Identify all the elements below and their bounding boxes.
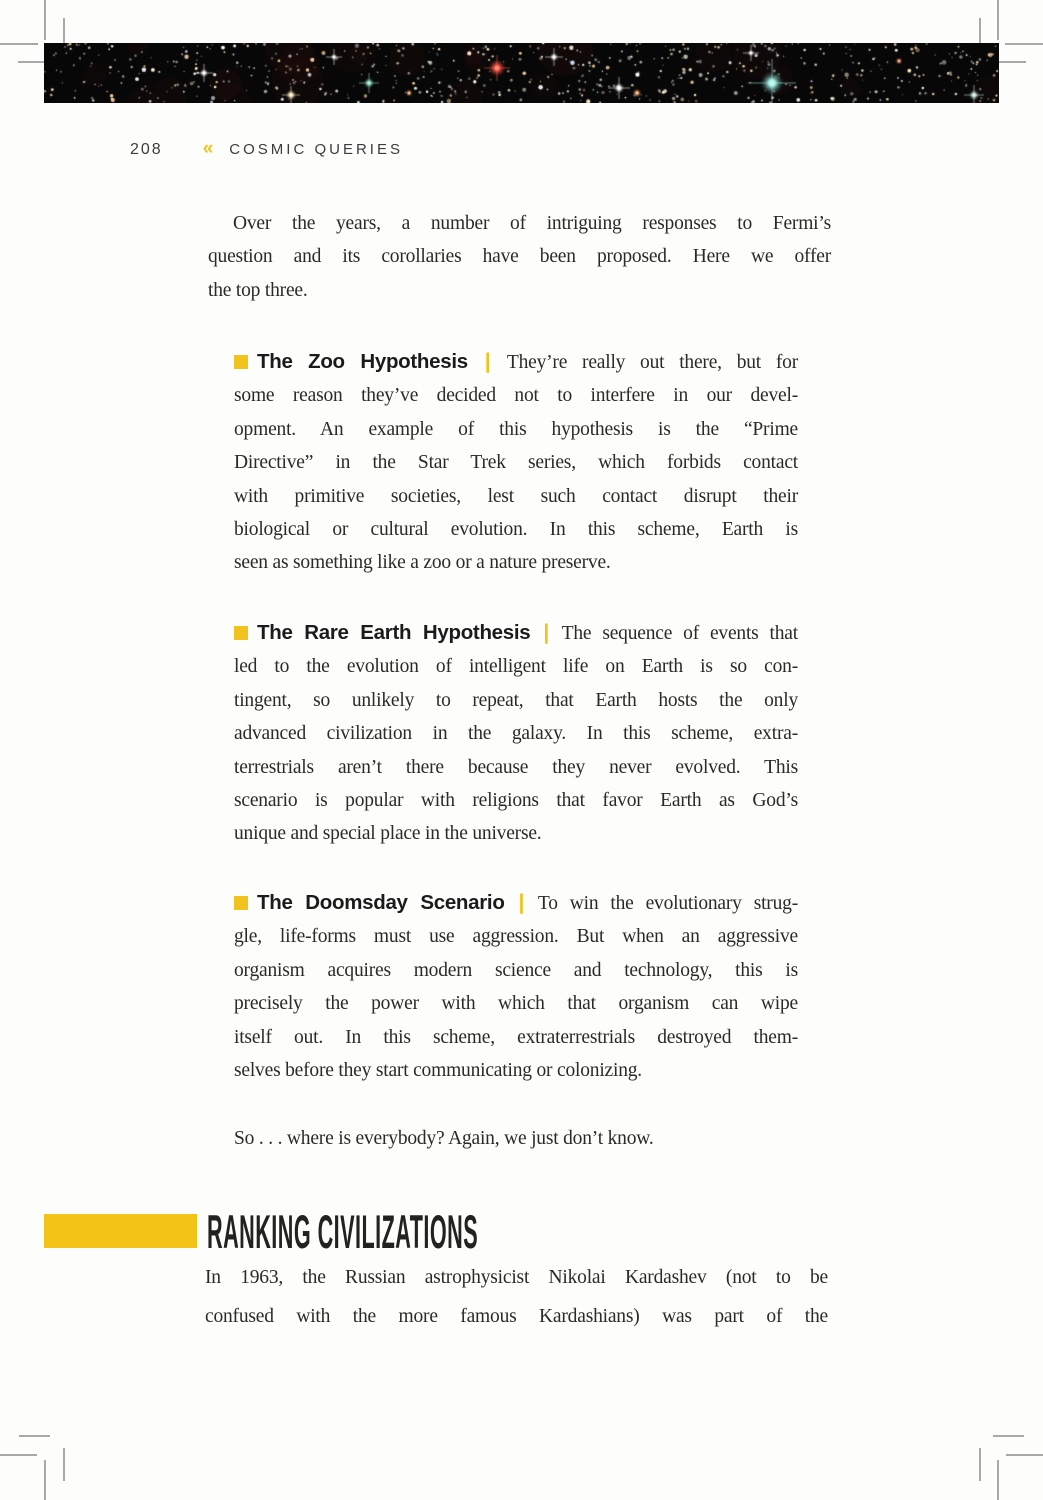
- text-line: biological or cultural evolution. In this scheme, Earth is: [234, 519, 798, 541]
- guillemet-icon: «: [202, 138, 214, 159]
- bullet-square-icon: [234, 626, 248, 640]
- text-line: some reason they’ve decided not to interfere in our devel-: [234, 385, 798, 407]
- divider-bar-icon: |: [484, 350, 491, 373]
- text-line: Directive” in the Star Trek series, which forbids contact: [234, 452, 798, 474]
- hypothesis-item-rare-earth: [234, 616, 798, 851]
- text-run: They’re really out there, but for: [506, 352, 798, 373]
- section-heading-yellow-bar: [44, 1214, 197, 1248]
- text-line: itself out. In this scheme, extraterrestrials destroyed them-: [234, 1026, 798, 1048]
- divider-bar-icon: |: [518, 891, 525, 914]
- page-header: [130, 138, 403, 160]
- text-line: gle, life-forms must use aggression. But when an aggressive: [234, 926, 798, 948]
- text-line: the top three.: [208, 279, 308, 301]
- text-line: unique and special place in the universe.: [234, 823, 542, 845]
- text-line: In 1963, the Russian astrophysicist Nikolai Kardashev (not to be: [205, 1267, 828, 1288]
- text-line: confused with the more famous Kardashians) was part of the: [205, 1306, 828, 1327]
- text-line: terrestrials aren’t there because they never evolved. This: [234, 756, 798, 778]
- text-run: The sequence of events that: [561, 623, 798, 644]
- text-line: precisely the power with which that organism can wipe: [234, 993, 798, 1015]
- starfield-banner-image: [44, 43, 999, 103]
- text-line: selves before they start communicating or colonizing.: [234, 1060, 642, 1082]
- text-line: tingent, so unlikely to repeat, that Earth hosts the only: [234, 689, 798, 711]
- text-line: with primitive societies, lest such contact disrupt their: [234, 485, 798, 507]
- item-label: The Zoo Hypothesis: [257, 350, 468, 373]
- item-label: The Doomsday Scenario: [257, 891, 505, 914]
- text-run: To win the evolutionary strug-: [537, 893, 798, 914]
- text-line: So . . . where is everybody? Again, we just don’t know.: [234, 1128, 654, 1149]
- text-line: Over the years, a number of intriguing responses to Fermi’s: [233, 213, 831, 234]
- section-title: RANKING CIVILIZATIONS: [207, 1205, 479, 1258]
- text-line: [234, 886, 798, 920]
- text-line: opment. An example of this hypothesis is the “Prime: [234, 418, 798, 440]
- text-line: led to the evolution of intelligent life on Earth is so con-: [234, 656, 798, 678]
- section-intro-paragraph: [205, 1258, 828, 1336]
- text-line: [234, 345, 798, 379]
- hypothesis-item-doomsday: [234, 886, 798, 1087]
- divider-bar-icon: |: [543, 621, 550, 644]
- text-line: question and its corollaries have been proposed. Here we offer: [208, 246, 831, 268]
- text-line: scenario is popular with religions that favor Earth as God’s: [234, 790, 798, 812]
- text-line: [234, 616, 798, 650]
- hypothesis-item-zoo: [234, 345, 798, 580]
- bullet-square-icon: [234, 355, 248, 369]
- text-line: advanced civilization in the galaxy. In this scheme, extra-: [234, 723, 798, 745]
- outro-paragraph: [234, 1122, 798, 1155]
- intro-paragraph: [208, 207, 831, 307]
- item-label: The Rare Earth Hypothesis: [257, 621, 531, 644]
- text-line: organism acquires modern science and technology, this is: [234, 959, 798, 981]
- bullet-square-icon: [234, 896, 248, 910]
- page-number: 208: [130, 141, 163, 158]
- text-line: seen as something like a zoo or a nature preserve.: [234, 552, 611, 574]
- running-head: COSMIC QUERIES: [229, 141, 403, 158]
